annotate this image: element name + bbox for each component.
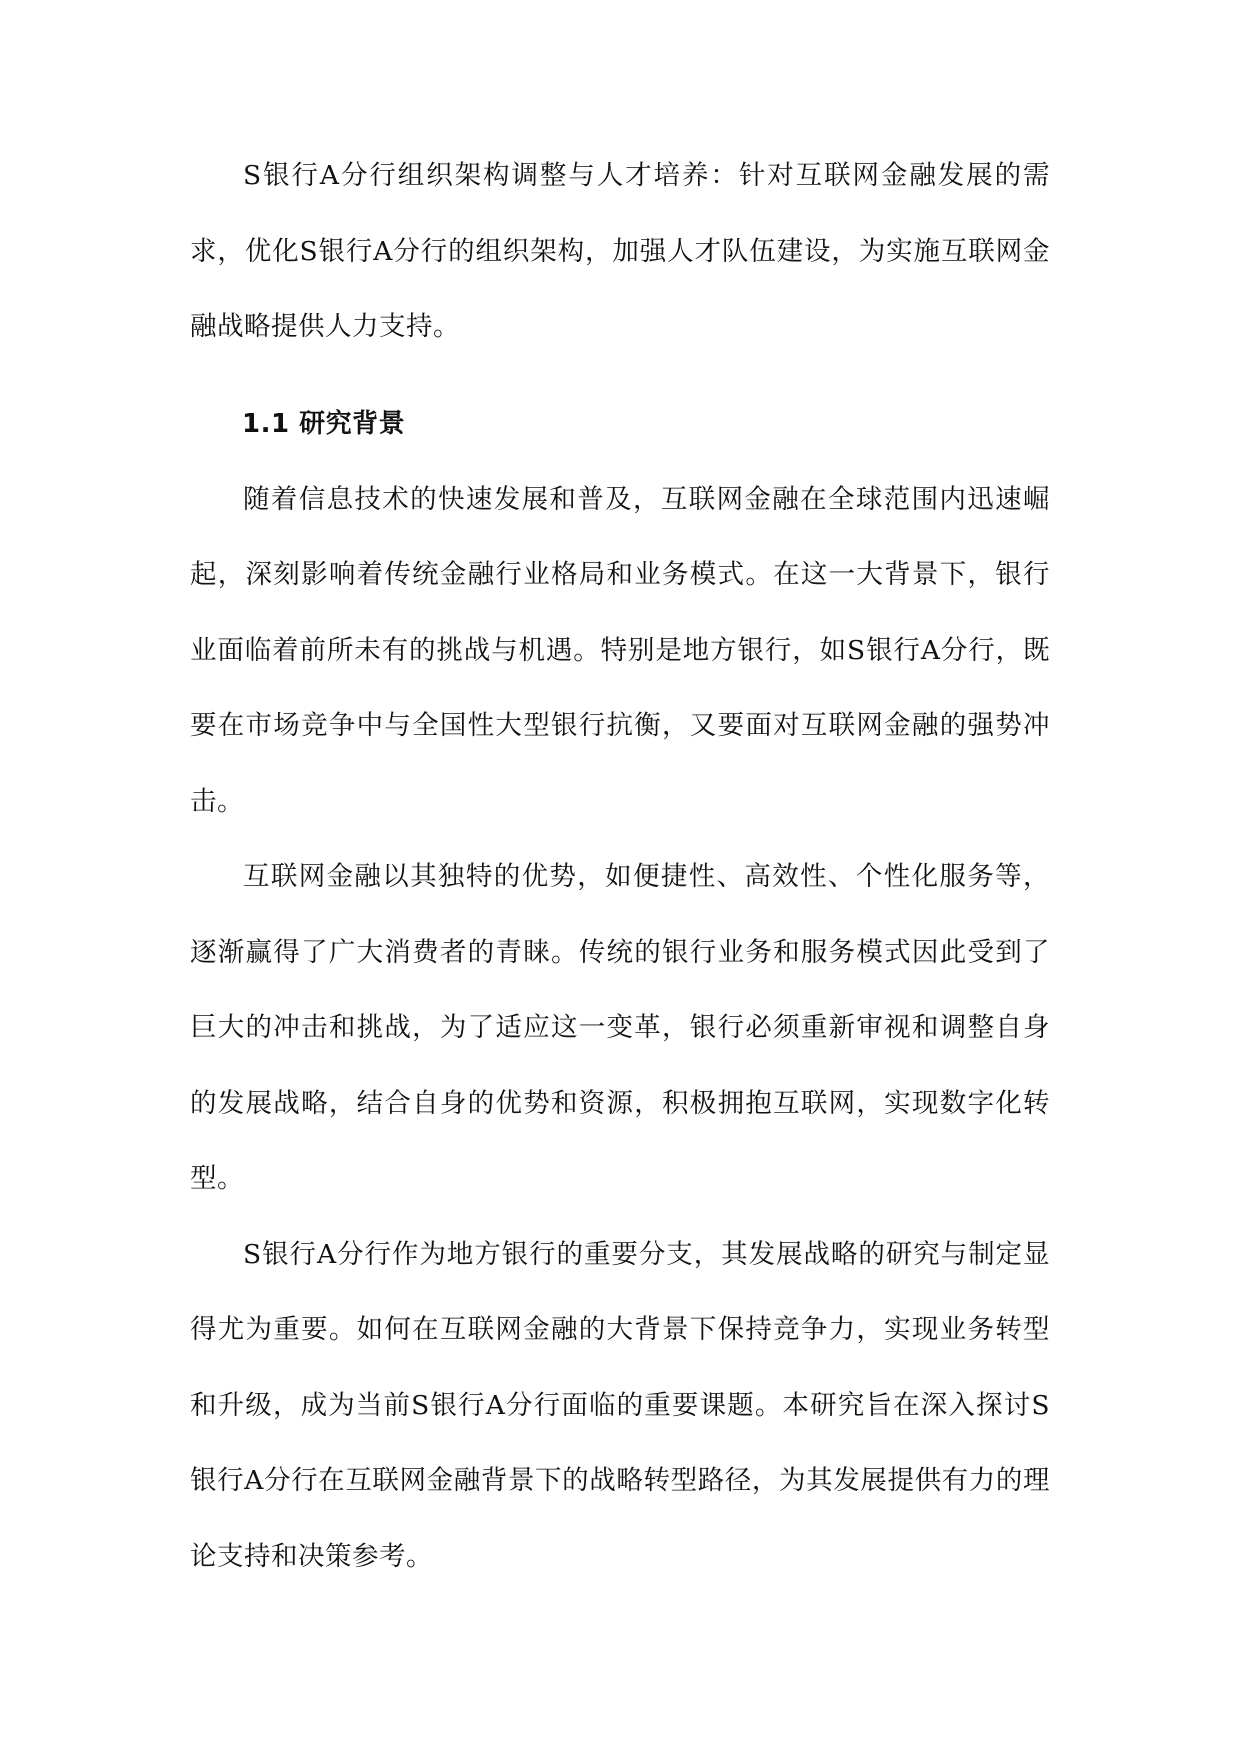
section-heading: 1.1 研究背景 [242, 408, 406, 439]
intro-paragraph: S银行A分行组织架构调整与人才培养：针对互联网金融发展的需求，优化S银行A分行的组织架构，加强人才队伍建设，为实施互联网金融战略提供人力支持。 [190, 160, 1050, 342]
page-content [190, 138, 1050, 1594]
body-paragraph-3: S银行A分行作为地方银行的重要分支，其发展战略的研究与制定显得尤为重要。如何在互联网金融的大背景下保持竞争力，实现业务转型和升级，成为当前S银行A分行面临的重要课题。本研究旨在深入探讨S银行A分行在互联网金融背景下的战略转型路径，为其发展提供有力的理论支持和决策参考。 [190, 1238, 1050, 1572]
body-paragraph-1: 随着信息技术的快速发展和普及，互联网金融在全球范围内迅速崛起，深刻影响着传统金融行业格局和业务模式。在这一大背景下，银行业面临着前所未有的挑战与机遇。特别是地方银行，如S银行A分行，既要在市场竞争中与全国性大型银行抗衡，又要面对互联网金融的强势冲击。 [190, 483, 1050, 817]
body-paragraph-2: 互联网金融以其独特的优势，如便捷性、高效性、个性化服务等，逐渐赢得了广大消费者的青睐。传统的银行业务和服务模式因此受到了巨大的冲击和挑战，为了适应这一变革，银行必须重新审视和调整自身的发展战略，结合自身的优势和资源，积极拥抱互联网，实现数字化转型。 [190, 861, 1050, 1194]
